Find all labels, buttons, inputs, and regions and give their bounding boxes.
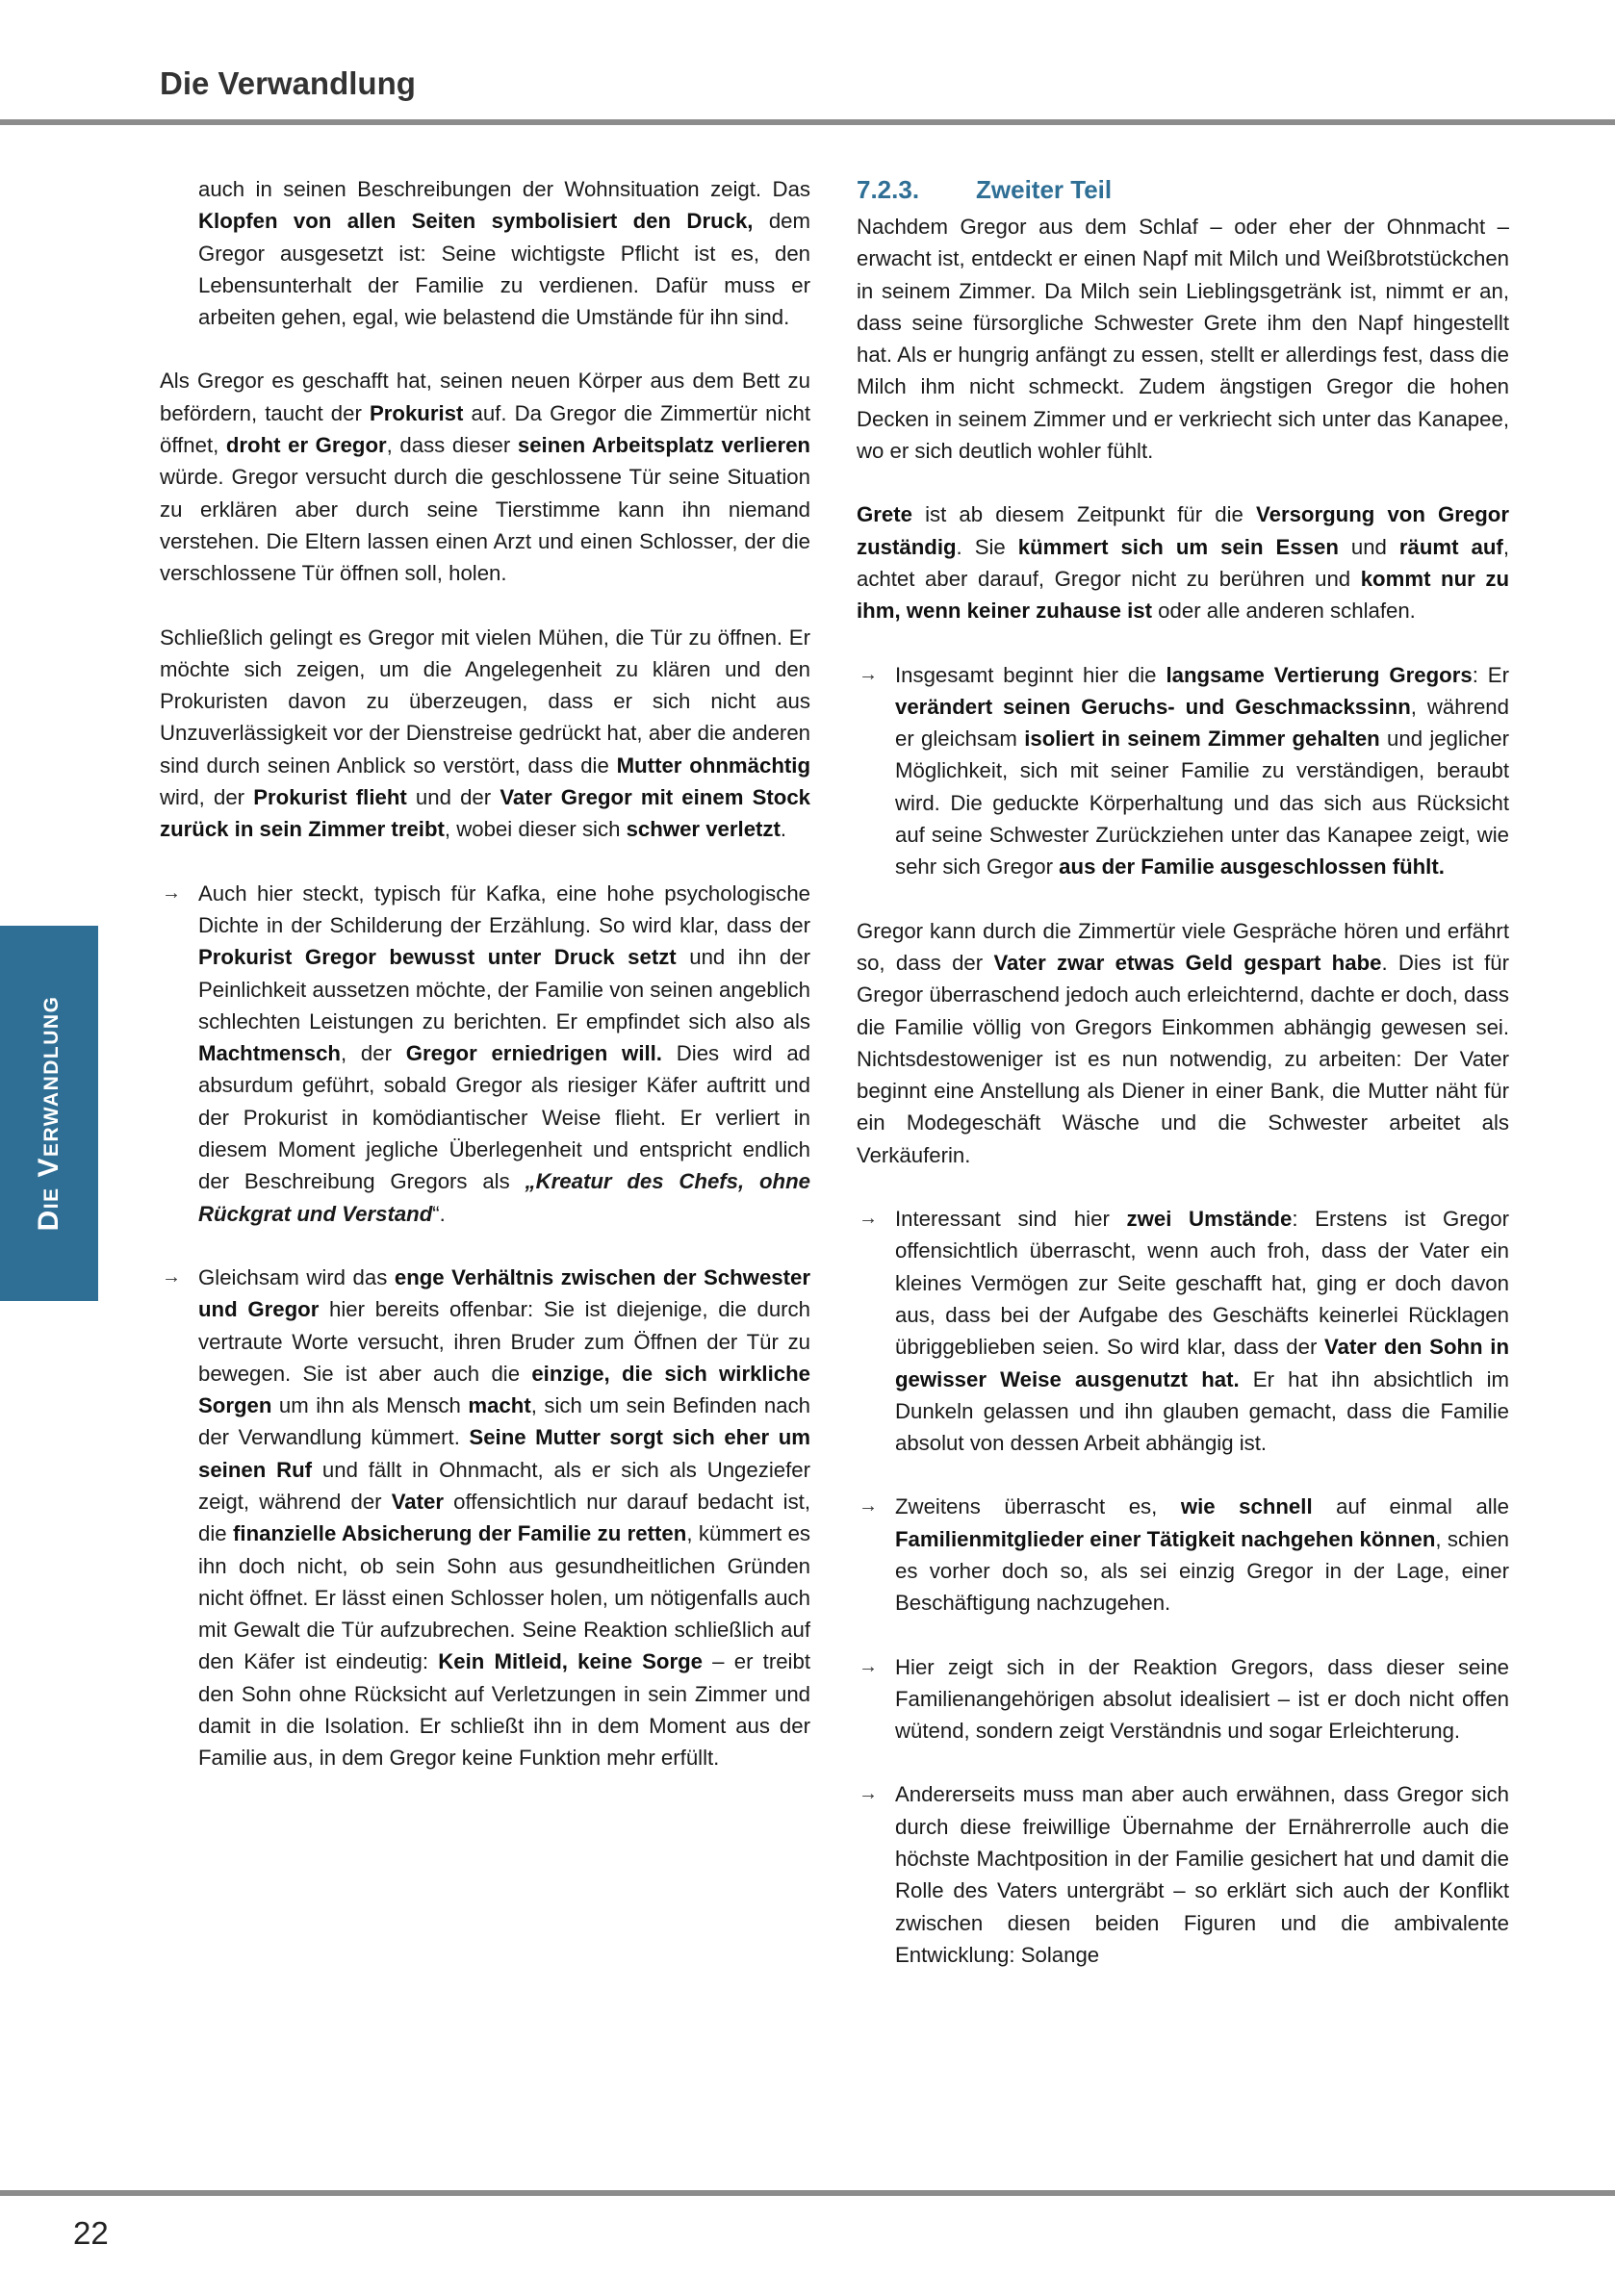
bold-run: Prokurist Gregor bewusst unter Druck setzt bbox=[198, 945, 677, 970]
quote-run: „Kreatur des Chefs, ohne Rückgrat und Verstand bbox=[198, 1169, 810, 1226]
bold-run: enge Verhältnis zwischen der Schwester und Gregor bbox=[198, 1264, 810, 1322]
bold-run: Kein Mitleid, keine Sorge bbox=[438, 1649, 703, 1674]
text-run: Er hat ihn absichtlich im Dunkeln gelassen und ihn glauben gemacht, dass die Familie absolut von dessen Arbeit abhängig ist. bbox=[895, 1366, 1510, 1456]
right-bullet-paragraph-2 bbox=[857, 1203, 1509, 1459]
right-bullet-paragraph-1 bbox=[857, 659, 1509, 883]
bold-run: Klopfen von allen Seiten symbolisiert den Druck, bbox=[198, 209, 754, 234]
text-run: oder alle anderen schlafen. bbox=[1152, 599, 1416, 624]
bold-run: kommt nur zu ihm, wenn keiner zuhause ist bbox=[857, 566, 1509, 624]
text-run: , der bbox=[340, 1041, 406, 1066]
text-run: Nachdem Gregor aus dem Schlaf – oder eher der Ohnmacht – erwacht ist, entdeckt er einen Napf mit Milch und Weißbrotstückchen in seinem Zimmer. Da Milch sein Lieblingsgetränk ist, nimmt er an, dass seine fürsorgliche Schwester Grete ihm den Napf hingestellt hat. Als er hungrig anfängt zu essen, stellt er allerdings fest, dass die Milch ihm nicht schmeckt. Zudem ängstigen Gregor die hohen Decken in seinem Zimmer und er verkriecht sich unter das Kanapee, wo er sich deutlich wohler fühlt. bbox=[857, 215, 1509, 464]
section-title: Zweiter Teil bbox=[976, 175, 1113, 204]
arrow-right-icon: → bbox=[859, 1208, 878, 1230]
left-paragraph-2 bbox=[160, 365, 810, 589]
page-number: 22 bbox=[73, 2215, 109, 2251]
text-run: . Sie bbox=[956, 534, 1018, 559]
right-paragraph-1 bbox=[857, 211, 1509, 467]
page-header-title: Die Verwandlung bbox=[160, 65, 416, 101]
text-run: und ihn der Peinlichkeit aussetzen möchte, der Familie von seinen angeblich schlechten Leistungen zu berichten. Er empfindet sich also als bbox=[198, 945, 810, 1033]
text-run: Auch hier steckt, typisch für Kafka, eine hohe psychologische Dichte in der Schilderung der Erzählung. So wird klar, dass der bbox=[198, 880, 810, 937]
text-run: auf. Da Gregor die Zimmertür nicht öffnet, bbox=[160, 400, 810, 458]
text-run: Interessant sind hier bbox=[895, 1207, 1127, 1232]
text-run: hier bereits offenbar: Sie ist diejenige, die durch vertraute Worte versucht, ihren Bruder zum Öffnen der Tür zu bewegen. Sie ist aber auch die bbox=[198, 1297, 810, 1386]
text-run: und der bbox=[406, 785, 500, 810]
bold-run: langsame Vertierung Gregors bbox=[1166, 662, 1473, 687]
arrow-right-icon: → bbox=[859, 1495, 878, 1518]
right-paragraph-2 bbox=[857, 498, 1509, 626]
arrow-right-icon: → bbox=[162, 1265, 181, 1288]
bold-run: einzige, die sich wirkliche Sorgen bbox=[198, 1361, 810, 1418]
text-run: ist ab diesem Zeitpunkt für die bbox=[911, 502, 1257, 527]
chapter-side-tab bbox=[0, 926, 98, 1301]
text-run: , sich um sein Befinden nach der Verwandlung kümmert. bbox=[198, 1393, 810, 1450]
arrow-right-icon: → bbox=[162, 881, 181, 904]
bold-run: Prokurist flieht bbox=[253, 785, 407, 810]
right-bullet-paragraph-3 bbox=[857, 1491, 1509, 1619]
right-bullet-paragraph-5 bbox=[857, 1778, 1509, 1971]
text-run: um ihn als Mensch bbox=[271, 1393, 469, 1418]
left-bullet-paragraph-2 bbox=[160, 1262, 810, 1774]
text-run: Hier zeigt sich in der Reaktion Gregors, dass dieser seine Familienangehörigen absolut idealisiert – ist er doch nicht offen wütend, sondern zeigt Verständnis und sogar Erleichterung. bbox=[895, 1654, 1509, 1744]
text-run: wird, der bbox=[160, 785, 254, 810]
text-run: , während er gleichsam bbox=[895, 694, 1509, 752]
text-run: Zweitens überrascht es, bbox=[895, 1494, 1181, 1519]
arrow-right-icon: → bbox=[859, 1783, 878, 1805]
text-run: . Dies ist für Gregor überraschend jedoch auch erleichternd, dachte er doch, dass die Familie völlig von Gregors Einkommen abhängig gewesen sei. Nichtsdestoweniger ist es nun notwendig, zu arbeiten: Der Vater beginnt eine Anstellung als Diener in einer Bank, die Mutter näht für ein Modegeschäft Wäsche und die Schwester arbeitet als Verkäuferin. bbox=[857, 950, 1510, 1167]
bold-run: macht bbox=[468, 1393, 531, 1418]
bold-run: wie schnell bbox=[1180, 1494, 1313, 1519]
left-paragraph-3 bbox=[160, 622, 810, 846]
text-run: und fällt in Ohnmacht, als er sich als Ungeziefer zeigt, während der bbox=[198, 1457, 810, 1514]
text-run: Andererseits muss man aber auch erwähnen, dass Gregor sich durch diese freiwillige Übernahme der Ernährerrolle auch die höchste Machtposition in der Familie gesichert hat und damit die Rolle des Vaters untergräbt – so erklärt sich auch der Konflikt zwischen diesen beiden Figuren und die ambivalente Entwicklung: Solange bbox=[895, 1782, 1509, 1967]
text-run: Dies wird ad absurdum geführt, sobald Gregor als riesiger Käfer auftritt und der Prokurist in komödiantischer Weise flieht. Er verliert in diesem Moment jegliche Überlegenheit und entspricht endlich der Beschreibung Gregors als bbox=[198, 1041, 811, 1194]
arrow-right-icon: → bbox=[859, 663, 878, 685]
left-column bbox=[160, 173, 810, 1806]
section-number: 7.2.3. bbox=[857, 175, 920, 204]
text-run: – er treibt den Sohn ohne Rücksicht auf Verletzungen in sein Zimmer und damit in die Isolation. Er schließt ihn in dem Moment aus der Familie aus, in dem Gregor keine Funktion mehr erfüllt. bbox=[198, 1649, 810, 1771]
bold-run: Vater Gregor mit einem Stock zurück in sein Zimmer treibt bbox=[160, 785, 810, 842]
text-run: und jeglicher Möglichkeit, sich mit seiner Familie zu verständigen, beraubt wird. Die geduckte Körperhaltung und das sich aus Rücksicht auf seine Schwester Zurückziehen unter das Kanapee zeigt, wie sehr sich Gregor bbox=[895, 727, 1509, 880]
text-run: “. bbox=[432, 1201, 446, 1226]
text-run: , wobei dieser sich bbox=[444, 817, 627, 842]
bold-run: isoliert in seinem Zimmer gehalten bbox=[1024, 727, 1380, 752]
text-run: , dass dieser bbox=[386, 433, 518, 458]
text-run: Insgesamt beginnt hier die bbox=[895, 662, 1166, 687]
text-run: , achtet aber darauf, Gregor nicht zu berühren und bbox=[857, 534, 1509, 591]
footer-divider bbox=[0, 2190, 1615, 2196]
bold-run: aus der Familie ausgeschlossen fühlt. bbox=[1059, 855, 1445, 880]
section-heading bbox=[857, 173, 1509, 206]
chapter-side-tab-label: Die Verwandlung bbox=[33, 995, 64, 1232]
bold-run: Mutter ohnmächtig bbox=[616, 753, 810, 778]
bold-run: Vater zwar etwas Geld gespart habe bbox=[993, 950, 1382, 975]
text-run: auf einmal alle bbox=[1312, 1494, 1509, 1519]
left-bullet-paragraph-1 bbox=[160, 878, 810, 1230]
header-divider bbox=[0, 119, 1615, 125]
right-bullet-paragraph-4 bbox=[857, 1651, 1509, 1748]
right-paragraph-3 bbox=[857, 915, 1509, 1171]
text-run: : Erstens ist Gregor offensichtlich überrascht, wenn auch froh, dass der Vater ein kleines Vermögen zur Seite geschafft hat, ging er doch davon aus, dass bei der Aufgabe des Geschäfts keinerlei Rücklagen übriggeblieben seien. So wird klar, dass der bbox=[895, 1207, 1509, 1360]
text-run: , schien es vorher doch so, als sei einzig Gregor in der Lage, einer Beschäftigung nachzugehen. bbox=[895, 1526, 1509, 1616]
text-run: dem Gregor ausgesetzt ist: Seine wichtigste Pflicht ist es, den Lebensunterhalt der Familie zu verdienen. Dafür muss er arbeiten gehen, egal, wie belastend die Umstände für ihn sind. bbox=[198, 209, 810, 330]
bold-run: verändert seinen Geruchs- und Geschmackssinn bbox=[895, 694, 1411, 719]
bold-run: räumt auf bbox=[1398, 534, 1503, 559]
bold-run: Grete bbox=[857, 502, 912, 527]
text-run: . bbox=[780, 817, 787, 842]
text-run: auch in seinen Beschreibungen der Wohnsituation zeigt. Das bbox=[198, 177, 810, 201]
bold-run: seinen Arbeitsplatz verlieren bbox=[517, 433, 810, 458]
arrow-right-icon: → bbox=[859, 1655, 878, 1677]
bold-run: Prokurist bbox=[369, 400, 464, 425]
text-run: , kümmert es ihn doch nicht, ob sein Sohn aus gesundheitlichen Gründen nicht öffnet. Er lässt einen Schlosser holen, um nötigenfalls auch mit Gewalt die Tür aufzubrechen. Seine Reaktion schließlich auf den Käfer ist eindeutig: bbox=[198, 1521, 811, 1674]
bold-run: Vater den Sohn in gewisser Weise ausgenutzt hat. bbox=[895, 1335, 1510, 1391]
bold-run: schwer verletzt bbox=[626, 817, 781, 842]
bold-run: Vater bbox=[391, 1489, 444, 1514]
bold-run: Seine Mutter sorgt sich eher um seinen Ruf bbox=[198, 1425, 810, 1482]
text-run: Als Gregor es geschafft hat, seinen neuen Körper aus dem Bett zu befördern, taucht der bbox=[160, 369, 810, 425]
text-run: würde. Gregor versucht durch die geschlossene Tür seine Situation zu erklären aber durch seine Tierstimme kann ihn niemand verstehen. Die Eltern lassen einen Arzt und einen Schlosser, der die verschlossene Tür öffnen soll, holen. bbox=[160, 465, 810, 586]
left-paragraph-1 bbox=[160, 173, 810, 333]
bold-run: Machtmensch bbox=[198, 1041, 341, 1066]
text-run: Schließlich gelingt es Gregor mit vielen Mühen, die Tür zu öffnen. Er möchte sich zeigen, um die Angelegenheit zu klären und den Prokuristen davon zu überzeugen, dass er sich nicht aus Unzuverlässigkeit vor der Dienstreise gedrückt hat, aber die anderen sind durch seinen Anblick so verstört, dass die bbox=[160, 625, 810, 778]
bold-run: zwei Umstände bbox=[1126, 1207, 1293, 1232]
bold-run: Gregor erniedrigen will. bbox=[405, 1041, 662, 1066]
bold-run: kümmert sich um sein Essen bbox=[1017, 534, 1339, 559]
text-run: : Er bbox=[1472, 662, 1509, 687]
right-column bbox=[857, 173, 1509, 2003]
text-run: Gleichsam wird das bbox=[198, 1264, 395, 1289]
bold-run: droht er Gregor bbox=[225, 433, 387, 458]
text-run: Gregor kann durch die Zimmertür viele Gespräche hören und erfährt so, dass der bbox=[857, 918, 1509, 975]
bold-run: finanzielle Absicherung der Familie zu retten bbox=[233, 1521, 687, 1546]
text-run: und bbox=[1338, 534, 1399, 559]
bold-run: Versorgung von Gregor zuständig bbox=[857, 502, 1509, 559]
bold-run: Familienmitglieder einer Tätigkeit nachgehen können bbox=[895, 1526, 1436, 1551]
text-run: offensichtlich nur darauf bedacht ist, die bbox=[198, 1489, 810, 1546]
